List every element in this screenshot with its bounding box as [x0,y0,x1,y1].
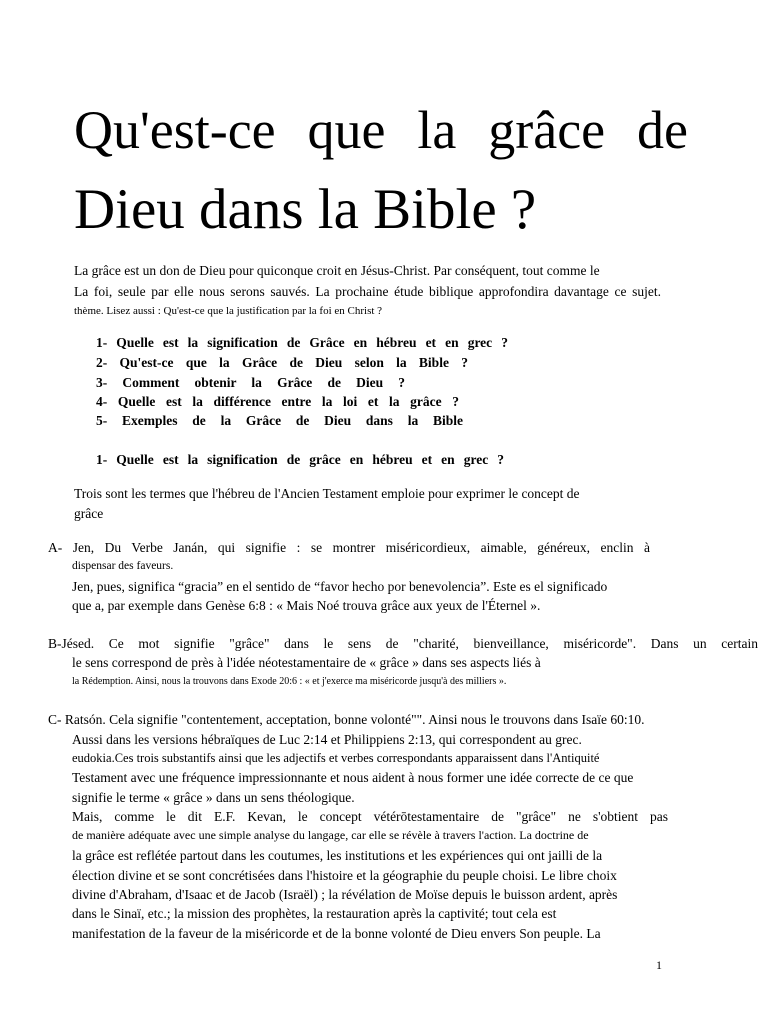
term-c-line: la grâce est reflétée partout dans les coutumes, les institutions et les expériences qui ont jailli de la [72,848,603,863]
intro-line: La grâce est un don de Dieu pour quiconque croit en Jésus-Christ. Par conséquent, tout comme le [74,263,600,278]
term-c-line: manifestation de la faveur de la miséricorde et de la bonne volonté de Dieu envers Son peuple. La [72,926,601,941]
page-title-line-2: Dieu dans la Bible ? [74,178,537,241]
term-c-line: signifie le terme « grâce » dans un sens théologique. [72,790,355,805]
intro-line: thème. Lisez aussi : Qu'est-ce que la justification par la foi en Christ ? [74,305,383,317]
page-number: 1 [656,958,662,972]
term-a-line: Jen, pues, significa “gracia” en el sentido de “favor hecho por benevolencia”. Este es el significado [72,579,608,594]
term-c-line: eudokia.Ces trois substantifs ainsi que les adjectifs et verbes correspondants apparaissent dans l'Antiquité [72,751,600,765]
intro-line: La foi, seule par elle nous serons sauvés. La prochaine étude biblique approfondira davantage ce sujet. [74,284,661,299]
term-a-line: que a, par exemple dans Genèse 6:8 : « Mais Noé trouva grâce aux yeux de l'Éternel ». [72,598,541,613]
term-b-line: B-Jésed. Ce mot signifie "grâce" dans le sens de "charité, bienveillance, miséricorde". Dans un certain [48,636,758,651]
term-c-line: Aussi dans les versions hébraïques de Luc 2:14 et Philippiens 2:13, qui correspondent au grec. [72,732,582,747]
paragraph-line: grâce [74,506,104,521]
term-c-line: C- Ratsón. Cela signifie "contentement, acceptation, bonne volonté"". Ainsi nous le trouvons dans Isaïe 60:10. [48,712,645,727]
term-c-line: de manière adéquate avec une simple analyse du langage, car elle se révèle à travers l'action. La doctrine de [72,828,589,842]
paragraph-line: Trois sont les termes que l'hébreu de l'Ancien Testament emploie pour exprimer le concept de [74,486,580,501]
term-c-line: divine d'Abraham, d'Isaac et de Jacob (Israël) ; la révélation de Moïse depuis le buisson ardent, après [72,887,618,902]
toc-item: 3- Comment obtenir la Grâce de Dieu ? [96,375,405,390]
term-a-line: dispensar des faveurs. [72,560,174,572]
term-b-line: la Rédemption. Ainsi, nous la trouvons dans Exode 20:6 : « et j'exerce ma miséricorde jusqu'à des milliers ». [72,676,507,687]
term-c-line: Testament avec une fréquence impressionnante et nous aident à nous former une idée correcte de ce que [72,770,634,785]
toc-item: 4- Quelle est la différence entre la loi et la grâce ? [96,394,459,409]
toc-item: 5- Exemples de la Grâce de Dieu dans la Bible [96,413,463,428]
term-c-line: dans le Sinaï, etc.; la mission des prophètes, la restauration après la captivité; tout cela est [72,906,557,921]
term-b-line: le sens correspond de près à l'idée néotestamentaire de « grâce » dans ses aspects liés à [72,655,541,670]
section-heading: 1- Quelle est la signification de grâce en hébreu et en grec ? [96,452,504,467]
toc-item: 1- Quelle est la signification de Grâce en hébreu et en grec ? [96,335,508,350]
toc-item: 2- Qu'est-ce que la Grâce de Dieu selon la Bible ? [96,355,468,370]
term-c-line: élection divine et se sont concrétisées dans l'histoire et la géographie du peuple choisi. Le libre choix [72,868,617,883]
term-c-line: Mais, comme le dit E.F. Kevan, le concept vétérōtestamentaire de "grâce" ne s'obtient pas [72,809,668,824]
term-a-line: A- Jen, Du Verbe Janán, qui signifie : se montrer miséricordieux, aimable, généreux, enclin à [48,540,650,555]
page-title-line-1: Qu'est-ce que la grâce de [74,100,688,160]
